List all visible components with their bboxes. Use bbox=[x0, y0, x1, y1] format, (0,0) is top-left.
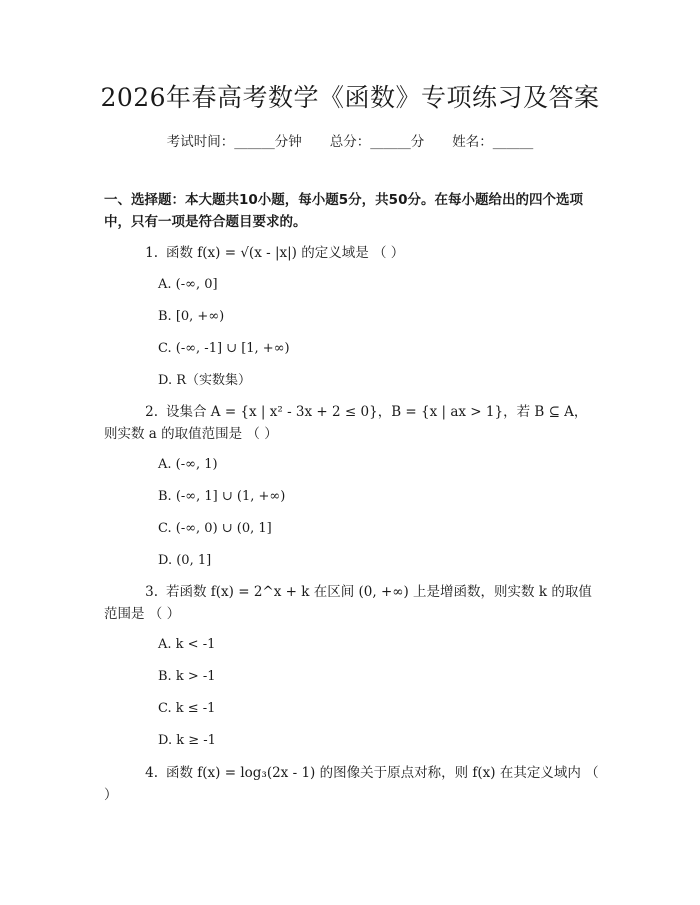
q3-option-c: C. k ≤ -1 bbox=[158, 701, 216, 716]
q2-option-d: D. (0, 1] bbox=[158, 553, 212, 568]
q3-option-d: D. k ≥ -1 bbox=[158, 733, 216, 748]
question-stem: 设集合 A = {x | x² - 3x + 2 ≤ 0}，B = {x | ax > 1}，若 B ⊆ A，则实数 a 的取值范围是 （ ） bbox=[104, 404, 588, 442]
question-2 bbox=[104, 401, 599, 445]
question-4 bbox=[104, 762, 599, 806]
question-number: 1. bbox=[145, 245, 158, 261]
student-name-field: 姓名：______ bbox=[452, 134, 534, 150]
q1-option-c: C. (-∞, -1] ∪ [1, +∞) bbox=[158, 341, 290, 356]
total-score-field: 总分：______分 bbox=[329, 134, 425, 150]
q2-option-a: A. (-∞, 1) bbox=[158, 457, 218, 472]
q1-option-a: A. (-∞, 0] bbox=[158, 277, 218, 292]
q1-option-d: D. R（实数集） bbox=[158, 373, 252, 388]
question-number: 2. bbox=[145, 404, 158, 420]
q3-option-b: B. k > -1 bbox=[158, 669, 216, 684]
exam-time-field: 考试时间：______分钟 bbox=[166, 134, 302, 150]
section-heading: 一、选择题：本大题共10小题，每小题5分，共50分。在每小题给出的四个选项中，只有一项是符合题目要求的。 bbox=[104, 192, 583, 230]
q3-option-a: A. k < -1 bbox=[158, 637, 216, 652]
question-stem: 函数 f(x) = √(x - |x|) 的定义域是 （ ） bbox=[166, 245, 405, 261]
q1-option-b: B. [0, +∞) bbox=[158, 309, 225, 324]
question-stem: 若函数 f(x) = 2^x + k 在区间 (0, +∞) 上是增函数，则实数 k 的取值范围是 （ ） bbox=[104, 584, 592, 622]
question-stem: 函数 f(x) = log₃(2x - 1) 的图像关于原点对称，则 f(x) 在其定义域内 （ ） bbox=[104, 765, 599, 803]
question-number: 4. bbox=[145, 765, 158, 781]
q2-option-b: B. (-∞, 1] ∪ (1, +∞) bbox=[158, 489, 286, 504]
page-title: 2026年春高考数学《函数》专项练习及答案 bbox=[100, 83, 600, 112]
question-number: 3. bbox=[145, 584, 158, 600]
exam-meta-line bbox=[0, 130, 700, 150]
q2-option-c: C. (-∞, 0) ∪ (0, 1] bbox=[158, 521, 272, 536]
question-1 bbox=[104, 242, 599, 264]
question-3 bbox=[104, 581, 599, 625]
